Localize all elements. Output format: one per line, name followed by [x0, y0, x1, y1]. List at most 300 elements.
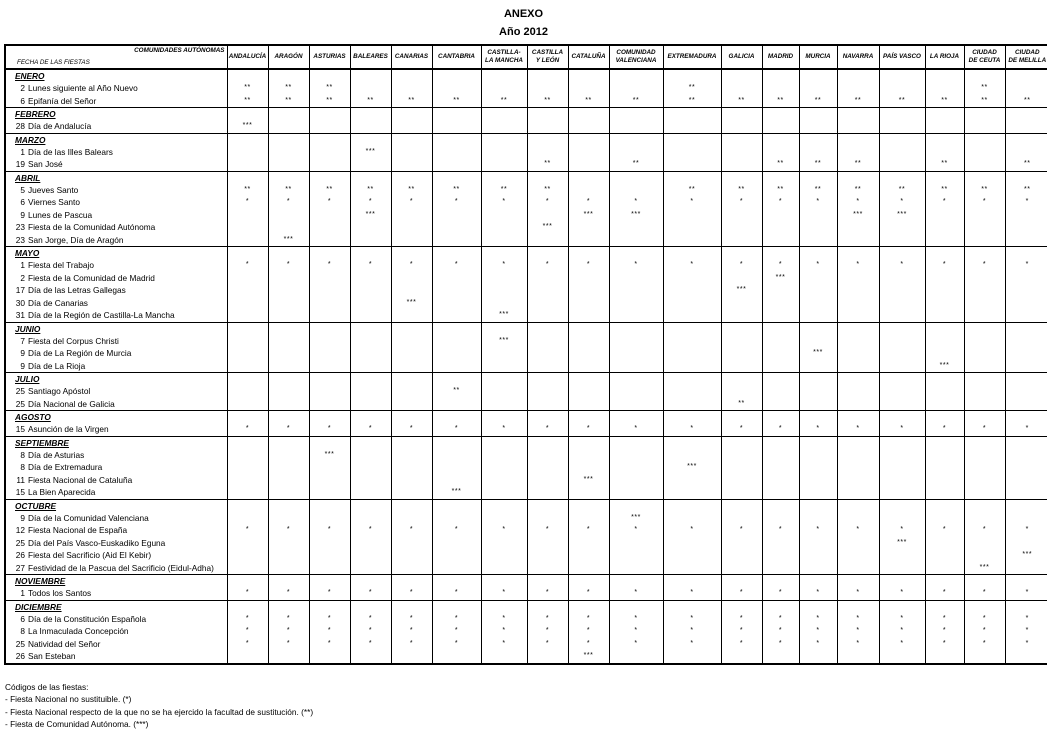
- holiday-day: 26: [15, 550, 25, 560]
- holiday-code-cell: [391, 234, 432, 247]
- empty-cell: [432, 575, 481, 588]
- holiday-code-cell: [432, 474, 481, 487]
- holiday-code-cell: [609, 309, 663, 322]
- holiday-code-cell: *: [268, 638, 309, 651]
- holiday-code-cell: [527, 209, 568, 222]
- empty-cell: [391, 499, 432, 512]
- holiday-label: [5, 82, 227, 95]
- holiday-name: San Jorge, Día de Aragón: [28, 234, 124, 245]
- holiday-row: [5, 625, 1047, 638]
- holiday-row: [5, 385, 1047, 398]
- empty-cell: [609, 322, 663, 335]
- holiday-code-cell: [527, 650, 568, 664]
- community-header-line: CIUDAD: [1015, 49, 1040, 56]
- corner-header: [5, 45, 227, 69]
- holiday-code-cell: *: [609, 613, 663, 626]
- holiday-name: Día de la Comunidad Valenciana: [28, 512, 149, 523]
- holiday-code-cell: [663, 474, 721, 487]
- holiday-code-cell: [350, 284, 391, 297]
- month-label: AGOSTO: [5, 411, 227, 424]
- holiday-code-cell: [268, 360, 309, 373]
- community-header: [879, 45, 925, 69]
- holiday-code-cell: [762, 297, 799, 310]
- holiday-code-cell: [527, 360, 568, 373]
- empty-cell: [762, 575, 799, 588]
- holiday-code-cell: *: [721, 259, 762, 272]
- holiday-code-cell: [799, 562, 837, 575]
- holiday-row: [5, 423, 1047, 436]
- holiday-day: 26: [15, 651, 25, 661]
- holiday-code-cell: [227, 272, 268, 285]
- empty-cell: [391, 133, 432, 146]
- holiday-code-cell: [268, 549, 309, 562]
- holiday-code-cell: ***: [227, 120, 268, 133]
- holiday-name: Día de Andalucía: [28, 121, 92, 131]
- holiday-day: 7: [20, 335, 25, 346]
- holiday-code-cell: *: [879, 625, 925, 638]
- month-row: [5, 247, 1047, 260]
- holiday-code-cell: *: [663, 638, 721, 651]
- holiday-code-cell: [837, 120, 879, 133]
- empty-cell: [964, 373, 1005, 386]
- holiday-code-cell: [663, 549, 721, 562]
- holiday-code-cell: [925, 347, 964, 360]
- holiday-code-cell: *: [268, 524, 309, 537]
- community-header: [925, 45, 964, 69]
- holiday-code-cell: *: [481, 259, 527, 272]
- holiday-code-cell: [432, 297, 481, 310]
- holiday-code-cell: [663, 650, 721, 664]
- holiday-code-cell: [309, 461, 350, 474]
- community-header-line: NAVARRA: [842, 53, 874, 60]
- holiday-code-cell: *: [227, 587, 268, 600]
- holiday-code-cell: *: [268, 423, 309, 436]
- community-header: [762, 45, 799, 69]
- holiday-label: [5, 209, 227, 222]
- empty-cell: [721, 69, 762, 82]
- empty-cell: [568, 436, 609, 449]
- empty-cell: [837, 373, 879, 386]
- holiday-code-cell: [568, 461, 609, 474]
- holiday-code-cell: [1005, 474, 1047, 487]
- empty-cell: [609, 373, 663, 386]
- holiday-code-cell: *: [721, 613, 762, 626]
- holiday-code-cell: ***: [609, 512, 663, 525]
- community-header-line: BALEARES: [353, 53, 388, 60]
- empty-cell: [799, 171, 837, 184]
- holiday-code-cell: [432, 234, 481, 247]
- holiday-code-cell: [309, 309, 350, 322]
- holiday-row: [5, 549, 1047, 562]
- holiday-name: San José: [28, 159, 63, 169]
- empty-cell: [432, 411, 481, 424]
- community-header-line: PAÍS VASCO: [883, 53, 921, 60]
- holiday-code-cell: [837, 512, 879, 525]
- holiday-code-cell: [721, 562, 762, 575]
- holiday-code-cell: [350, 474, 391, 487]
- empty-cell: [925, 373, 964, 386]
- community-header-line: ARAGÓN: [274, 53, 303, 60]
- holiday-code-cell: [481, 512, 527, 525]
- holiday-code-cell: [609, 385, 663, 398]
- holiday-code-cell: **: [350, 95, 391, 108]
- holiday-code-cell: [879, 650, 925, 664]
- holiday-name: Viernes Santo: [28, 197, 80, 207]
- holiday-code-cell: [432, 347, 481, 360]
- empty-cell: [721, 108, 762, 121]
- holiday-code-cell: *: [663, 423, 721, 436]
- holiday-code-cell: *: [568, 625, 609, 638]
- holiday-code-cell: [925, 120, 964, 133]
- empty-cell: [391, 69, 432, 82]
- holiday-code-cell: *: [609, 524, 663, 537]
- holiday-code-cell: [837, 309, 879, 322]
- holiday-code-cell: [391, 474, 432, 487]
- holiday-code-cell: [268, 309, 309, 322]
- holiday-code-cell: [1005, 562, 1047, 575]
- empty-cell: [350, 171, 391, 184]
- holiday-code-cell: *: [799, 638, 837, 651]
- holiday-code-cell: *: [391, 196, 432, 209]
- holiday-code-cell: [837, 562, 879, 575]
- holiday-code-cell: *: [964, 259, 1005, 272]
- month-row: [5, 108, 1047, 121]
- holiday-code-cell: *: [721, 638, 762, 651]
- holiday-code-cell: [309, 146, 350, 159]
- empty-cell: [432, 322, 481, 335]
- community-header-line: GALICIA: [728, 53, 755, 60]
- holiday-code-cell: [527, 335, 568, 348]
- empty-cell: [527, 133, 568, 146]
- holiday-code-cell: *: [925, 638, 964, 651]
- holiday-code-cell: [481, 650, 527, 664]
- holiday-code-cell: [879, 284, 925, 297]
- holiday-label: [5, 184, 227, 197]
- holiday-code-cell: [568, 537, 609, 550]
- holiday-code-cell: [527, 449, 568, 462]
- holiday-name: Fiesta del Sacrificio (Aid El Kebir): [28, 550, 152, 560]
- holiday-code-cell: [1005, 146, 1047, 159]
- holiday-row: [5, 474, 1047, 487]
- holiday-label: [5, 347, 227, 360]
- holiday-code-cell: *: [799, 524, 837, 537]
- holiday-code-cell: **: [350, 184, 391, 197]
- holiday-code-cell: [432, 360, 481, 373]
- empty-cell: [481, 247, 527, 260]
- empty-cell: [879, 600, 925, 613]
- holiday-code-cell: [879, 82, 925, 95]
- empty-cell: [609, 436, 663, 449]
- holiday-code-cell: *: [762, 613, 799, 626]
- holiday-code-cell: [481, 474, 527, 487]
- holiday-code-cell: [350, 537, 391, 550]
- empty-cell: [762, 171, 799, 184]
- empty-cell: [879, 411, 925, 424]
- holiday-code-cell: [837, 272, 879, 285]
- holiday-code-cell: [721, 347, 762, 360]
- holiday-code-cell: [527, 234, 568, 247]
- empty-cell: [268, 322, 309, 335]
- empty-cell: [350, 575, 391, 588]
- holiday-code-cell: *: [762, 638, 799, 651]
- empty-cell: [527, 108, 568, 121]
- holiday-row: [5, 360, 1047, 373]
- holiday-code-cell: [568, 562, 609, 575]
- holiday-code-cell: [268, 449, 309, 462]
- holiday-code-cell: [481, 461, 527, 474]
- holiday-code-cell: [391, 385, 432, 398]
- holiday-row: [5, 158, 1047, 171]
- holiday-name: Día de La Rioja: [28, 360, 86, 371]
- empty-cell: [432, 499, 481, 512]
- holiday-code-cell: *: [837, 613, 879, 626]
- holiday-code-cell: [568, 221, 609, 234]
- empty-cell: [527, 499, 568, 512]
- holiday-code-cell: [964, 474, 1005, 487]
- holiday-code-cell: [391, 335, 432, 348]
- empty-cell: [391, 322, 432, 335]
- holiday-code-cell: *: [268, 613, 309, 626]
- holiday-label: [5, 272, 227, 285]
- holiday-code-cell: [527, 297, 568, 310]
- holiday-code-cell: *: [799, 196, 837, 209]
- holiday-code-cell: [925, 385, 964, 398]
- holiday-code-cell: *: [762, 625, 799, 638]
- holiday-code-cell: [837, 486, 879, 499]
- holiday-code-cell: *: [663, 625, 721, 638]
- empty-cell: [609, 411, 663, 424]
- holiday-code-cell: [1005, 650, 1047, 664]
- holiday-code-cell: [309, 398, 350, 411]
- empty-cell: [879, 373, 925, 386]
- holiday-code-cell: *: [350, 638, 391, 651]
- empty-cell: [762, 436, 799, 449]
- holiday-code-cell: *: [609, 638, 663, 651]
- empty-cell: [879, 499, 925, 512]
- holiday-code-cell: *: [837, 625, 879, 638]
- code-line: - Fiesta de Comunidad Autónoma. (***): [5, 718, 149, 729]
- holiday-label: [5, 474, 227, 487]
- holiday-code-cell: *: [879, 423, 925, 436]
- holiday-code-cell: [609, 562, 663, 575]
- holiday-code-cell: [350, 120, 391, 133]
- holiday-code-cell: [391, 272, 432, 285]
- holiday-row: [5, 537, 1047, 550]
- holiday-row: [5, 259, 1047, 272]
- empty-cell: [391, 373, 432, 386]
- holiday-code-cell: [663, 297, 721, 310]
- holiday-code-cell: [568, 184, 609, 197]
- holiday-code-cell: [879, 158, 925, 171]
- empty-cell: [432, 108, 481, 121]
- holiday-code-cell: [721, 449, 762, 462]
- holiday-code-cell: [964, 398, 1005, 411]
- holiday-code-cell: ***: [309, 449, 350, 462]
- holiday-day: 6: [20, 197, 25, 207]
- empty-cell: [762, 322, 799, 335]
- holiday-code-cell: **: [309, 82, 350, 95]
- empty-cell: [609, 171, 663, 184]
- month-row: [5, 373, 1047, 386]
- holiday-code-cell: [568, 335, 609, 348]
- empty-cell: [762, 108, 799, 121]
- holiday-code-cell: *: [1005, 524, 1047, 537]
- holiday-code-cell: **: [925, 95, 964, 108]
- holiday-code-cell: *: [663, 259, 721, 272]
- holiday-code-cell: *: [799, 423, 837, 436]
- holiday-code-cell: [609, 284, 663, 297]
- holiday-code-cell: **: [1005, 95, 1047, 108]
- holiday-label: [5, 234, 227, 247]
- empty-cell: [925, 133, 964, 146]
- holiday-code-cell: [609, 221, 663, 234]
- empty-cell: [309, 69, 350, 82]
- holiday-code-cell: [227, 385, 268, 398]
- holiday-code-cell: [309, 297, 350, 310]
- holiday-code-cell: *: [1005, 196, 1047, 209]
- holiday-code-cell: *: [481, 196, 527, 209]
- holiday-code-cell: [391, 209, 432, 222]
- holiday-code-cell: [1005, 398, 1047, 411]
- holiday-day: 30: [15, 297, 25, 308]
- holiday-code-cell: *: [721, 524, 762, 537]
- community-header-line: MADRID: [767, 53, 794, 60]
- holiday-code-cell: *: [609, 196, 663, 209]
- empty-cell: [1005, 108, 1047, 121]
- holiday-day: 5: [20, 184, 25, 195]
- holiday-code-cell: [879, 486, 925, 499]
- empty-cell: [721, 373, 762, 386]
- holiday-code-cell: **: [268, 184, 309, 197]
- holiday-code-cell: *: [721, 423, 762, 436]
- empty-cell: [663, 322, 721, 335]
- holiday-code-cell: [432, 449, 481, 462]
- holiday-code-cell: [481, 398, 527, 411]
- empty-cell: [925, 322, 964, 335]
- holiday-code-cell: *: [481, 613, 527, 626]
- holiday-day: 15: [15, 487, 25, 497]
- holiday-code-cell: *: [879, 613, 925, 626]
- empty-cell: [350, 436, 391, 449]
- holiday-code-cell: [568, 158, 609, 171]
- holiday-code-cell: ***: [481, 309, 527, 322]
- holiday-code-cell: [227, 360, 268, 373]
- holiday-code-cell: [309, 385, 350, 398]
- holiday-code-cell: [1005, 512, 1047, 525]
- holiday-code-cell: [799, 272, 837, 285]
- holiday-code-cell: [879, 309, 925, 322]
- holiday-row: [5, 398, 1047, 411]
- holiday-code-cell: [609, 486, 663, 499]
- holiday-code-cell: [762, 512, 799, 525]
- holiday-code-cell: [350, 347, 391, 360]
- holiday-label: [5, 537, 227, 550]
- empty-cell: [663, 499, 721, 512]
- community-header: [964, 45, 1005, 69]
- empty-cell: [227, 600, 268, 613]
- holiday-label: [5, 587, 227, 600]
- empty-cell: [568, 499, 609, 512]
- holiday-code-cell: [391, 347, 432, 360]
- holiday-code-cell: [925, 398, 964, 411]
- empty-cell: [227, 575, 268, 588]
- holiday-code-cell: [663, 347, 721, 360]
- empty-cell: [721, 499, 762, 512]
- holiday-code-cell: *: [350, 613, 391, 626]
- holiday-code-cell: [350, 385, 391, 398]
- holiday-code-cell: [481, 209, 527, 222]
- holiday-code-cell: [481, 221, 527, 234]
- holiday-code-cell: [964, 449, 1005, 462]
- holiday-code-cell: *: [925, 587, 964, 600]
- holiday-code-cell: **: [663, 184, 721, 197]
- empty-cell: [227, 171, 268, 184]
- holiday-day: 27: [15, 562, 25, 573]
- holiday-code-cell: [568, 234, 609, 247]
- holiday-code-cell: [227, 474, 268, 487]
- empty-cell: [925, 411, 964, 424]
- holiday-code-cell: [227, 347, 268, 360]
- holiday-code-cell: *: [227, 638, 268, 651]
- empty-cell: [527, 171, 568, 184]
- holiday-code-cell: [1005, 284, 1047, 297]
- holiday-code-cell: [762, 146, 799, 159]
- holiday-code-cell: [481, 549, 527, 562]
- holiday-code-cell: **: [268, 82, 309, 95]
- holiday-code-cell: [609, 184, 663, 197]
- holiday-code-cell: *: [432, 638, 481, 651]
- empty-cell: [799, 499, 837, 512]
- holiday-code-cell: *: [568, 638, 609, 651]
- holiday-code-cell: ***: [268, 234, 309, 247]
- holiday-code-cell: [1005, 272, 1047, 285]
- empty-cell: [663, 133, 721, 146]
- community-header: [837, 45, 879, 69]
- holiday-code-cell: **: [309, 184, 350, 197]
- holiday-code-cell: [568, 549, 609, 562]
- holiday-code-cell: *: [925, 196, 964, 209]
- holiday-code-cell: *: [268, 196, 309, 209]
- holiday-code-cell: [268, 537, 309, 550]
- holiday-row: [5, 524, 1047, 537]
- holiday-code-cell: *: [721, 625, 762, 638]
- holiday-code-cell: *: [568, 587, 609, 600]
- holiday-code-cell: *: [568, 423, 609, 436]
- holiday-code-cell: [432, 284, 481, 297]
- holiday-code-cell: [1005, 461, 1047, 474]
- holiday-code-cell: [527, 486, 568, 499]
- holiday-day: 25: [15, 398, 25, 409]
- holiday-code-cell: **: [964, 184, 1005, 197]
- holiday-code-cell: [799, 284, 837, 297]
- empty-cell: [227, 322, 268, 335]
- holiday-code-cell: ***: [527, 221, 568, 234]
- holiday-code-cell: [432, 146, 481, 159]
- holiday-code-cell: [879, 449, 925, 462]
- empty-cell: [964, 499, 1005, 512]
- holiday-code-cell: [964, 297, 1005, 310]
- holiday-code-cell: *: [227, 524, 268, 537]
- community-header-line: DE CEUTA: [968, 57, 1001, 64]
- empty-cell: [309, 436, 350, 449]
- holiday-code-cell: *: [663, 196, 721, 209]
- holiday-code-cell: [879, 474, 925, 487]
- month-label: ENERO: [5, 69, 227, 82]
- holiday-code-cell: [568, 120, 609, 133]
- empty-cell: [309, 499, 350, 512]
- holiday-code-cell: ***: [568, 474, 609, 487]
- holiday-code-cell: *: [762, 259, 799, 272]
